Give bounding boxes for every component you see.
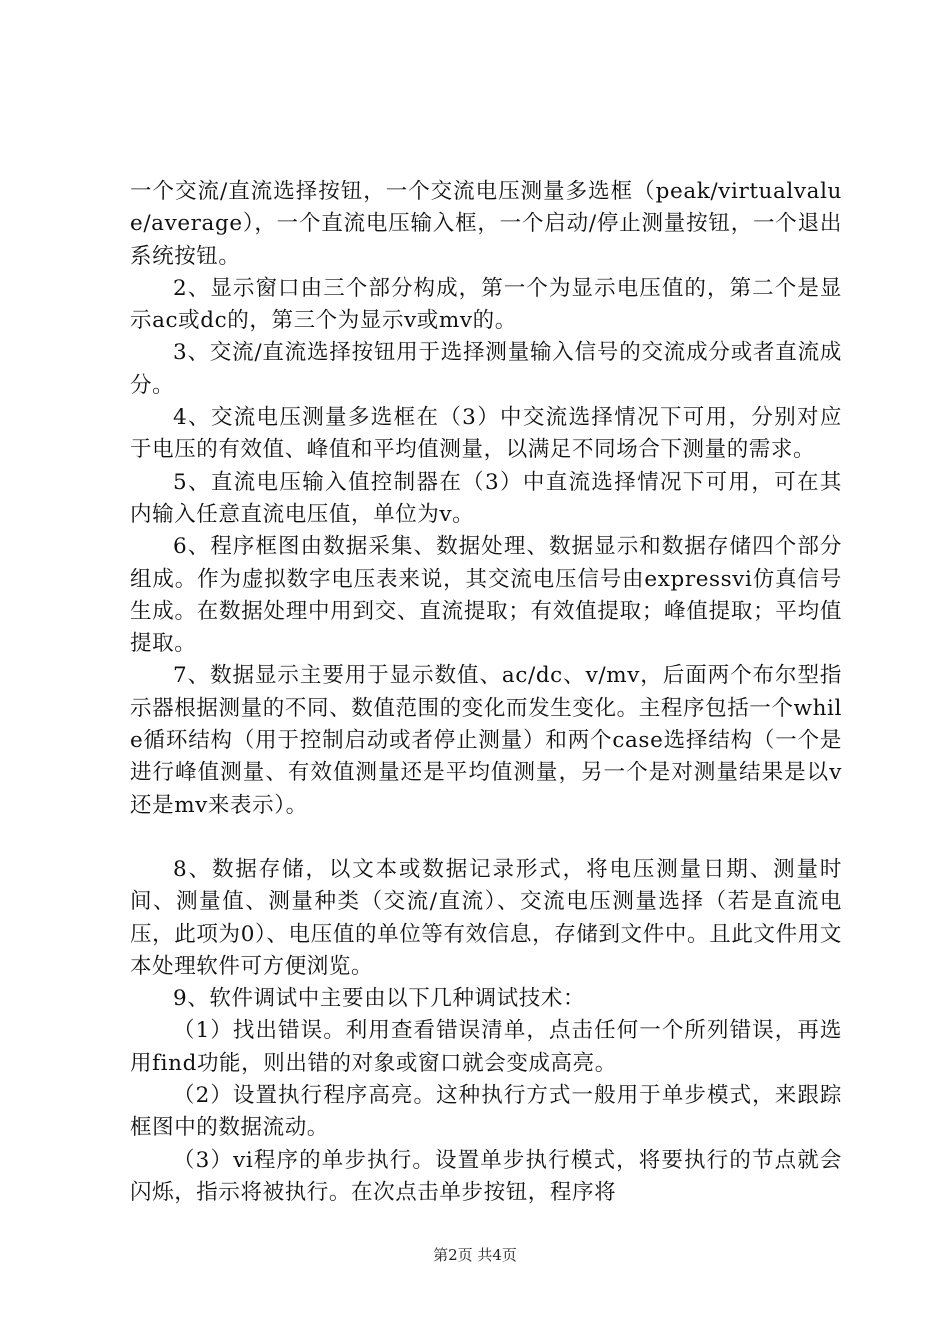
document-body [130, 176, 842, 1209]
paragraph-display-window: 2、显示窗口由三个部分构成，第一个为显示电压值的，第二个是显示ac或dc的，第三个为显示v或mv的。 [130, 275, 842, 334]
paragraph-ac-dc-button: 3、交流/直流选择按钮用于选择测量输入信号的交流成分或者直流成分。 [130, 340, 842, 398]
paragraph-debug-highlight: （2）设置执行程序高亮。这种执行方式一般用于单步模式，来跟踪框图中的数据流动。 [130, 1083, 842, 1141]
paragraph-controls-list: 一个交流/直流选择按钮，一个交流电压测量多选框（peak/virtualvalue/average），一个直流电压输入框，一个启动/停止测量按钮，一个退出系统按钮。 [130, 179, 842, 269]
paragraph-debugging-intro: 9、软件调试中主要由以下几种调试技术： [173, 986, 586, 1012]
paragraph-block-diagram: 6、程序框图由数据采集、数据处理、数据显示和数据存储四个部分组成。作为虚拟数字电压表来说，其交流电压信号由expressvi仿真信号生成。在数据处理中用到交、直流提取；有效值提取；峰值提取；平均值提取。 [130, 534, 842, 657]
page-number-footer: 第2页 共4页 [433, 1246, 517, 1264]
paragraph-data-display: 7、数据显示主要用于显示数值、ac/dc、v/mv，后面两个布尔型指示器根据测量的不同、数值范围的变化而发生变化。主程序包括一个while循环结构（用于控制启动或者停止测量）和两个case选择结构（一个是进行峰值测量、有效值测量还是平均值测量，另一个是对测量结果是以v还是mv来表示）。 [130, 663, 842, 818]
paragraph-data-storage: 8、数据存储，以文本或数据记录形式，将电压测量日期、测量时间、测量值、测量种类（交流/直流）、交流电压测量选择（若是直流电压，此项为0）、电压值的单位等有效信息，存储到文件中。且此文件用文本处理软件可方便浏览。 [130, 856, 842, 979]
paragraph-debug-find-errors: （1）找出错误。利用查看错误清单，点击任何一个所列错误，再选用find功能，则出错的对象或窗口就会变成高亮。 [130, 1018, 842, 1076]
paragraph-dc-input: 5、直流电压输入值控制器在（3）中直流选择情况下可用，可在其内输入任意直流电压值，单位为v。 [130, 469, 842, 527]
paragraph-debug-single-step: （3）vi程序的单步执行。设置单步执行模式，将要执行的节点就会闪烁，指示将被执行。在次点击单步按钮，程序将 [130, 1147, 842, 1205]
paragraph-ac-multiselect: 4、交流电压测量多选框在（3）中交流选择情况下可用，分别对应于电压的有效值、峰值和平均值测量，以满足不同场合下测量的需求。 [130, 405, 842, 463]
